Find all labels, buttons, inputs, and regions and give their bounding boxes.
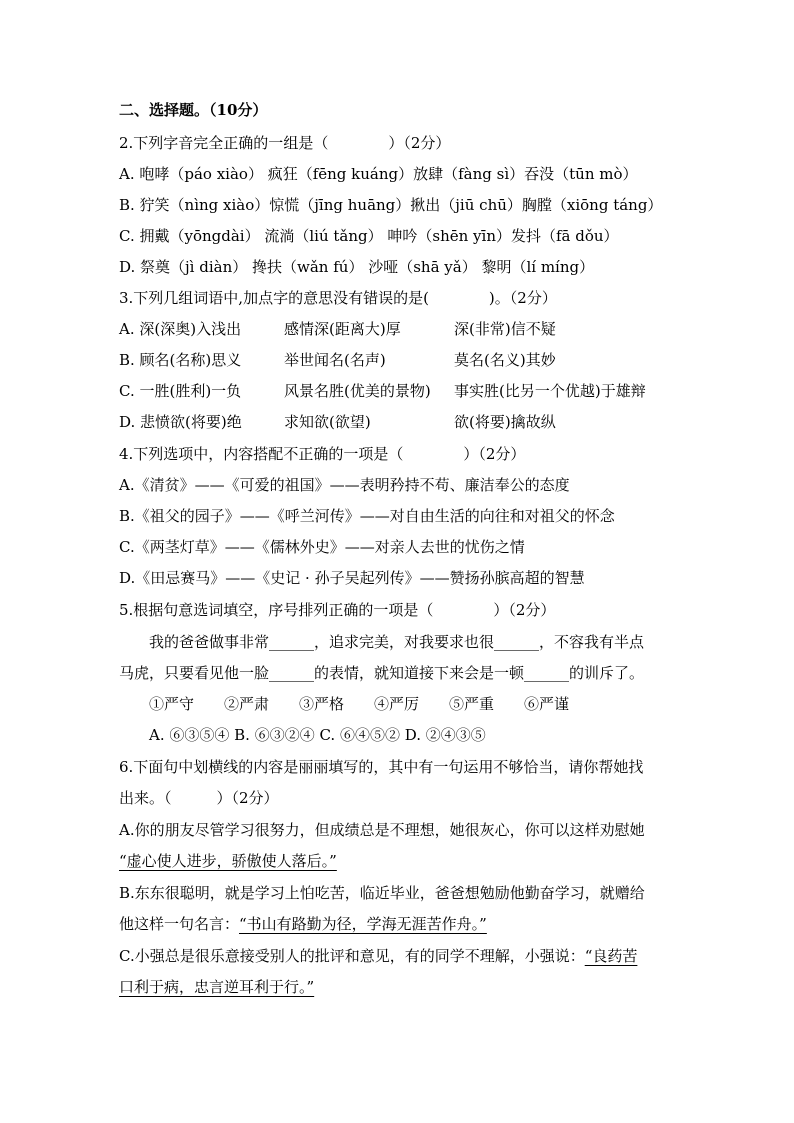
q2-stem: 2.下列字音完全正确的一组是（ ）（2分）: [119, 134, 451, 152]
section-title: 二、选择题。（10分）: [119, 101, 268, 119]
q6-c-lead: C.小强总是很乐意接受别人的批评和意见，有的同学不理解，小强说：: [119, 947, 585, 965]
q5-passage-line-2: 马虎，只要看见他一脸______的表情，就知道接下来会是一顿______的训斥了。: [119, 664, 645, 682]
q6-option-b-quote: “书山有路勤为径，学海无涯苦作舟。”: [239, 915, 487, 933]
q5-stem: 5.根据句意选词填空，序号排列正确的一项是（ ）（2分）: [119, 601, 556, 619]
q3-d-2: 求知欲(欲望): [284, 413, 371, 431]
q6-stem-line-1: 6.下面句中划横线的内容是丽丽填写的，其中有一句运用不够恰当，请你帮她找: [119, 758, 644, 776]
q6-option-c-line-1: [119, 946, 637, 966]
q3-d-1: D. 悲愤欲(将要)绝: [119, 413, 242, 431]
q3-c-3: 事实胜(比另一个优越)于雄辩: [454, 382, 646, 400]
q3-b-2: 举世闻名(名声): [284, 351, 386, 369]
q3-b-3: 莫名(名义)其妙: [454, 351, 556, 369]
q6-option-a-quote: “虚心使人进步，骄傲使人落后。”: [119, 852, 337, 870]
q4-option-a: A.《清贫》——《可爱的祖国》——表明矜持不苟、廉洁奉公的态度: [119, 476, 570, 494]
q3-option-a: [119, 319, 556, 339]
q4-option-c: C.《两茎灯草》——《儒林外史》——对亲人去世的忧伤之情: [119, 538, 525, 556]
q6-option-b-line-1: B.东东很聪明，就是学习上怕吃苦，临近毕业，爸爸想勉励他勤奋学习，就赠给: [119, 884, 645, 902]
q3-option-b: [119, 350, 556, 370]
q3-option-c: [119, 381, 646, 401]
q3-d-3: 欲(将要)擒故纵: [454, 413, 556, 431]
q6-option-c-quote-start: “良药苦: [584, 947, 638, 965]
q5-choices: A. ⑥③⑤④ B. ⑥③②④ C. ⑥④⑤② D. ②④③⑤: [119, 726, 486, 744]
q6-option-b-line-2: [119, 914, 487, 934]
q2-option-d: D. 祭奠（jì diàn） 搀扶（wǎn fú） 沙哑（shā yǎ） 黎明（lí míng）: [119, 258, 595, 276]
q2-option-a: A. 咆哮（páo xiào） 疯狂（fēng kuáng）放肆（fàng sì）吞没（tūn mò）: [119, 165, 638, 183]
q5-passage-line-1: 我的爸爸做事非常______，追求完美，对我要求也很______，不容我有半点: [119, 633, 645, 651]
q4-stem: 4.下列选项中，内容搭配不正确的一项是（ ）（2分）: [119, 445, 526, 463]
q3-a-1: A. 深(深奥)入浅出: [119, 320, 242, 338]
q3-option-d: [119, 412, 556, 432]
q4-option-d: D.《田忌赛马》——《史记 · 孙子吴起列传》——赞扬孙膑高超的智慧: [119, 569, 585, 587]
q3-c-1: C. 一胜(胜利)一负: [119, 382, 242, 400]
q3-b-1: B. 顾名(名称)思义: [119, 351, 242, 369]
q6-option-a-line-1: A.你的朋友尽管学习很努力，但成绩总是不理想，她很灰心，你可以这样劝慰她: [119, 821, 645, 839]
q6-option-c-quote-end: 口利于病，忠言逆耳利于行。”: [119, 978, 315, 996]
q3-stem: 3.下列几组词语中,加点字的意思没有错误的是( )。（2分）: [119, 289, 557, 307]
q4-option-b: B.《祖父的园子》——《呼兰河传》——对自由生活的向往和对祖父的怀念: [119, 507, 615, 525]
q3-a-3: 深(非常)信不疑: [454, 320, 556, 338]
q6-b-lead: 他这样一句名言：: [119, 915, 240, 933]
q2-option-b: B. 狞笑（nìng xiào）惊慌（jīng huāng）揪出（jiū chū）胸膛（xiōng táng）: [119, 196, 663, 214]
q6-stem-line-2: 出来。（ ）（2分）: [119, 789, 279, 807]
q2-option-c: C. 拥戴（yōngdài） 流淌（liú tǎng） 呻吟（shēn yīn）发抖（fā dǒu）: [119, 227, 619, 245]
q3-a-2: 感情深(距离大)厚: [284, 320, 401, 338]
q5-word-list: ①严守 ②严肃 ③严格 ④严厉 ⑤严重 ⑥严谨: [119, 695, 570, 713]
q3-c-2: 风景名胜(优美的景物): [284, 382, 431, 400]
